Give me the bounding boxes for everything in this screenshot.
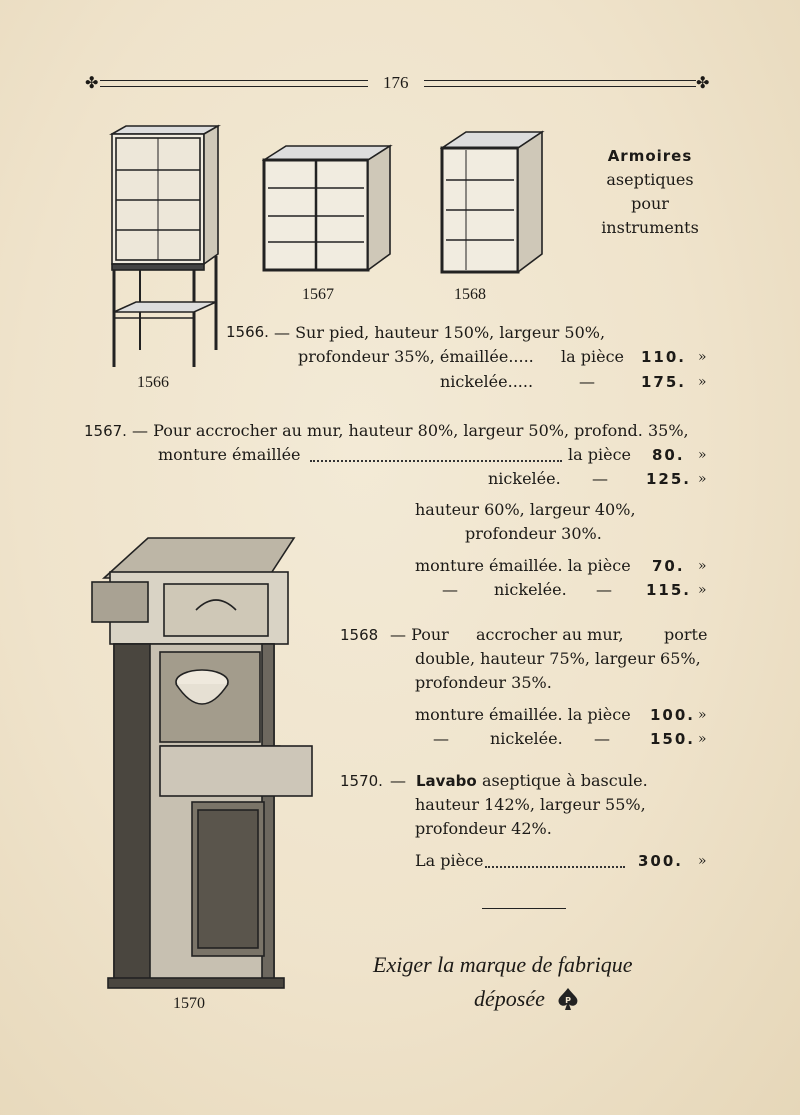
header-rule-left xyxy=(100,80,368,87)
item-1566-line2a: profondeur 35%, émaillée..... xyxy=(298,347,534,366)
item-1567-line3b: — xyxy=(592,469,608,488)
page-number: 176 xyxy=(383,73,409,92)
svg-text:P: P xyxy=(565,996,571,1005)
footer-line1: Exiger la marque de fabrique xyxy=(373,952,633,977)
item-1570-line1rest: aseptique à bascule. xyxy=(482,771,648,790)
lavabo-1570-illustration xyxy=(84,534,316,994)
item-1567-sub-line2: profondeur 30%. xyxy=(465,524,602,543)
item-1567-quote1: » xyxy=(698,447,707,463)
item-1568-line2: double, hauteur 75%, largeur 65%, xyxy=(415,649,701,668)
item-1567-sub-line3a: monture émaillée. la pièce xyxy=(415,556,631,575)
item-1568-line4a: monture émaillée. la pièce xyxy=(415,705,631,724)
item-1566-quote2: » xyxy=(698,374,707,390)
separator-line xyxy=(482,908,566,909)
item-1568-price1: 100. xyxy=(650,706,696,724)
item-1567-sub-line4a: — xyxy=(442,580,458,599)
item-1568-line5b: nickelée. xyxy=(490,729,563,748)
caption-1567: 1567 xyxy=(302,286,334,303)
cabinet-1568-illustration xyxy=(440,128,546,276)
footer-line2: déposée xyxy=(474,986,545,1011)
item-1570-label: 1570. xyxy=(340,772,383,790)
side-title-line4: instruments xyxy=(601,218,699,237)
item-1568-line5a: — xyxy=(433,729,449,748)
item-1567-sub-line4b: nickelée. xyxy=(494,580,567,599)
item-1566-line2b: la pièce xyxy=(561,347,624,366)
side-title-line1: Armoires xyxy=(607,147,693,165)
item-1570-price: 300. xyxy=(638,852,684,870)
item-1567-sub-quote1: » xyxy=(698,558,707,574)
item-1570-bold-word: Lavabo xyxy=(416,772,477,790)
item-1570-line4a: La pièce xyxy=(415,851,484,870)
cabinet-1567-illustration xyxy=(262,142,394,274)
item-1567-price1: 80. xyxy=(652,446,685,464)
item-1567-quote2: » xyxy=(698,471,707,487)
item-1570-quote: » xyxy=(698,853,707,869)
item-1568-line1a: — Pour xyxy=(390,625,449,644)
item-1566-quote1: » xyxy=(698,349,707,365)
item-1570-leader-dots xyxy=(485,864,625,868)
item-1568-line3: profondeur 35%. xyxy=(415,673,552,692)
item-1568-quote2: » xyxy=(698,731,707,747)
side-title-line3: pour xyxy=(631,194,669,213)
ornament-right: ✤ xyxy=(696,73,710,92)
spade-logo-icon xyxy=(556,986,580,1012)
header-rule-right xyxy=(424,80,696,87)
item-1568-line1b: accrocher au mur, xyxy=(476,625,624,644)
item-1567-sub-quote2: » xyxy=(698,582,707,598)
item-1570-dash: — xyxy=(390,771,406,790)
item-1566-line3a: nickelée..... xyxy=(440,372,534,391)
item-1568-label: 1568 xyxy=(340,626,379,644)
item-1566-line1: — Sur pied, hauteur 150%, largeur 50%, xyxy=(274,323,606,342)
item-1567-sub-line4c: — xyxy=(596,580,612,599)
item-1566-price2: 175. xyxy=(641,373,687,391)
item-1567-label: 1567. xyxy=(84,422,127,440)
item-1567-price2: 125. xyxy=(646,470,692,488)
item-1567-line3a: nickelée. xyxy=(488,469,561,488)
ornament-left: ✤ xyxy=(85,73,99,92)
item-1567-line1: — Pour accrocher au mur, hauteur 80%, largeur 50%, profond. 35%, xyxy=(132,421,689,440)
item-1567-line2a: monture émaillée xyxy=(158,445,301,464)
item-1570-line3: profondeur 42%. xyxy=(415,819,552,838)
side-title xyxy=(570,144,730,240)
item-1568-quote1: » xyxy=(698,707,707,723)
side-title-line2: aseptiques xyxy=(606,170,694,189)
item-1568-price2: 150. xyxy=(650,730,696,748)
item-1567-sub-price1: 70. xyxy=(652,557,685,575)
item-1567-leader-dots xyxy=(310,458,562,462)
item-1567-sub-price2: 115. xyxy=(646,581,692,599)
item-1570-line2: hauteur 142%, largeur 55%, xyxy=(415,795,646,814)
item-1567-line2b: la pièce xyxy=(568,445,631,464)
caption-1566: 1566 xyxy=(137,374,169,391)
caption-1568: 1568 xyxy=(454,286,486,303)
item-1566-label: 1566. xyxy=(226,323,269,341)
item-1566-line3b: — xyxy=(579,372,595,391)
item-1567-sub-line1: hauteur 60%, largeur 40%, xyxy=(415,500,636,519)
item-1568-line5c: — xyxy=(594,729,610,748)
cabinet-1566-illustration xyxy=(104,122,226,374)
item-1566-price1: 110. xyxy=(641,348,687,366)
caption-1570: 1570 xyxy=(173,995,205,1012)
item-1568-line1c: porte xyxy=(664,625,708,644)
